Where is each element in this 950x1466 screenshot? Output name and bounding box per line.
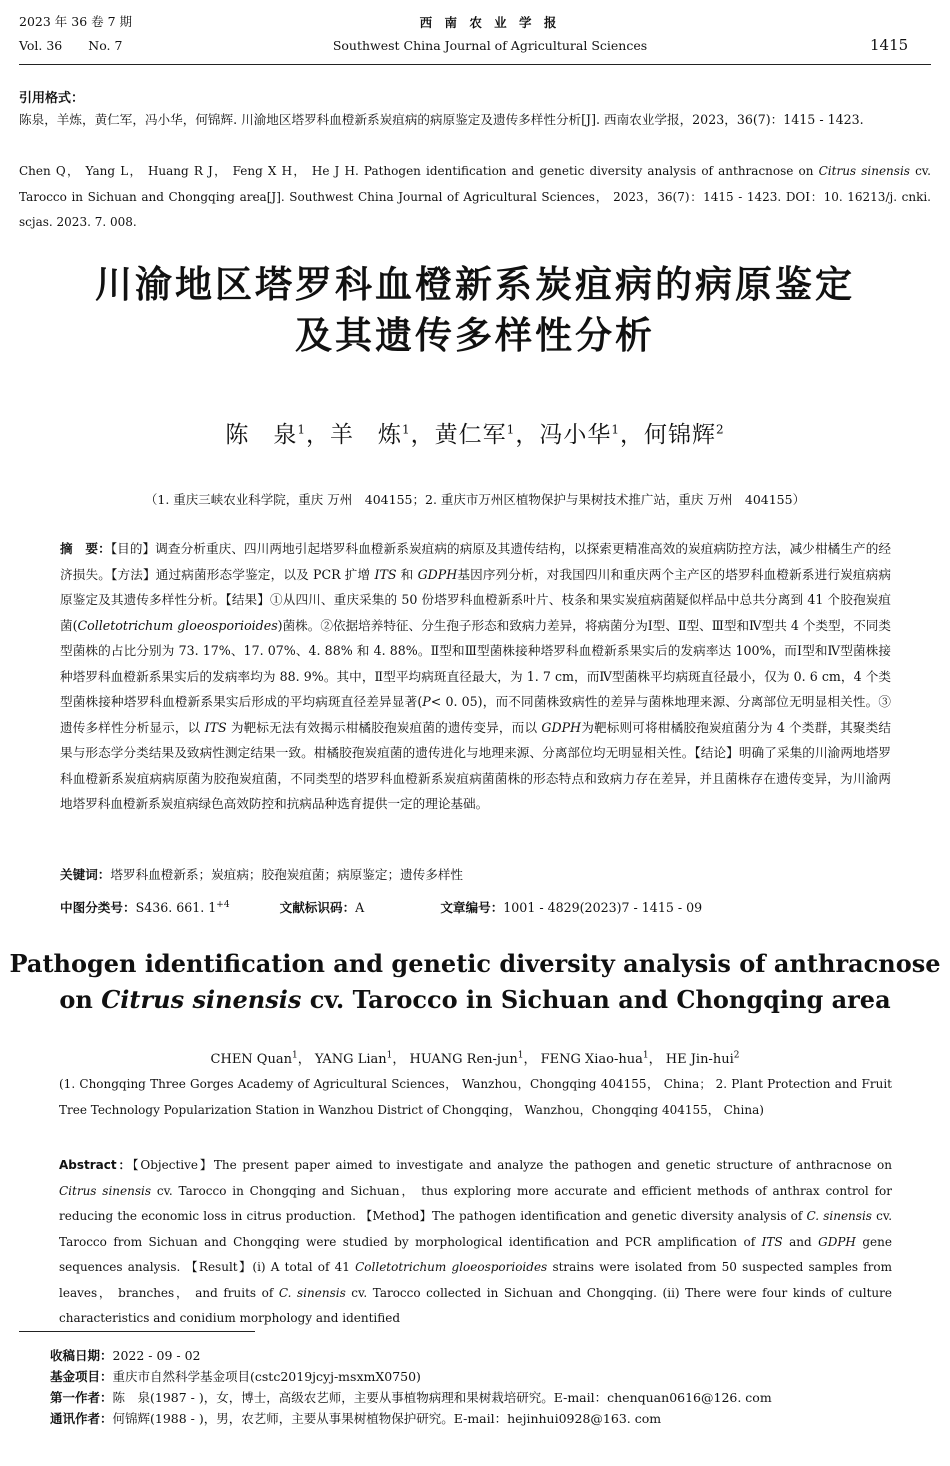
header-journal-zh: 西 南 农 业 学 报 xyxy=(419,15,561,30)
clc-value: S436. 661. 1 xyxy=(135,900,217,916)
header-year-vol-zh: 2023 年 36 卷 7 期 xyxy=(19,14,133,29)
clc-sup: +4 xyxy=(216,900,230,910)
citation-label: 引用格式： xyxy=(19,91,85,106)
article-no-value: 1001 - 4829(2023)7 - 1415 - 09 xyxy=(503,900,703,916)
citation-en-part1: Chen Q， Yang L， Huang R J， Feng X H， He J H. Pathogen identification and genetic diversity analysis of anthracnose on xyxy=(19,164,814,178)
article-no-label: 文章编号： xyxy=(440,900,504,916)
title-zh-line1: 川渝地区塔罗科血橙新系炭疽病的病原鉴定 xyxy=(95,263,855,306)
title-en-line2: on Citrus sinensis cv. Tarocco in Sichuan and Chongqing area xyxy=(59,985,891,1014)
footnote-received: 收稿日期：2022 - 09 - 02 xyxy=(50,1348,201,1363)
author-en: FENG Xiao-hua$^1$ xyxy=(540,1050,649,1067)
footnote-corresponding-author: 通讯作者：何锦辉(1988 - )，男，农艺师，主要从事果树植物保护研究。E-mail：hejinhui0928@163. com xyxy=(50,1411,662,1426)
footnote-rule xyxy=(19,1331,255,1332)
author-en: CHEN Quan$^1$ xyxy=(210,1050,298,1067)
authors-en: CHEN Quan$^1$， YANG Lian$^1$， HUANG Ren-jun$^1$， FENG Xiao-hua$^1$， HE Jin-hui$^2$ xyxy=(210,1050,740,1067)
author-zh: 黄仁军$^1$ xyxy=(434,422,516,448)
header-vol: Vol. 36 xyxy=(19,38,63,53)
author-en: HE Jin-hui$^2$ xyxy=(665,1050,740,1067)
author-zh: 陈 泉$^1$ xyxy=(225,422,307,448)
affiliation-zh: （1. 重庆三峡农业科学院，重庆 万州 404155；2. 重庆市万州区植物保护与果树技术推广站，重庆 万州 404155） xyxy=(144,492,806,507)
author-zh: 何锦辉$^2$ xyxy=(643,422,725,448)
citation-en-part2: cv. Tarocco in Sichuan and Chongqing area[J]. Southwest China Journal of Agricultural Sciences， 2023，36(7)：1415 - 1423. DOI：10. 16213/j. cnki. scjas. 2023. 7. 008. xyxy=(19,164,931,229)
keywords-zh xyxy=(60,862,891,888)
header-rule xyxy=(19,64,931,65)
doc-code-label: 文献标识码： xyxy=(279,900,356,916)
abstract-en-label: Abstract： xyxy=(59,1158,133,1172)
abstract-zh-label: 摘 要： xyxy=(60,541,111,556)
footnote-first-author: 第一作者：陈 泉(1987 - )，女，博士，高级农艺师，主要从事植物病理和果树栽培研究。E-mail：chenquan0616@126. com xyxy=(50,1390,772,1405)
author-zh: 羊 炼$^1$ xyxy=(330,422,411,448)
header-no: No. 7 xyxy=(88,38,123,53)
author-zh: 冯小华$^1$ xyxy=(539,422,620,448)
affiliation-en: (1. Chongqing Three Gorges Academy of Agricultural Sciences， Wanzhou，Chongqing 404155， China； 2. Plant Protection and Fruit Tree Technology Popularization Station in Wanzhou District of Chongqing， Wanzhou，Chongqing 404155， China) xyxy=(59,1077,892,1117)
doc-code-value: A xyxy=(355,900,365,916)
footnotes xyxy=(50,1345,910,1429)
title-en-line1: Pathogen identification and genetic diversity analysis of anthracnose xyxy=(9,949,941,978)
clc-label: 中图分类号： xyxy=(60,900,136,916)
header-journal-en: Southwest China Journal of Agricultural Sciences xyxy=(332,38,648,53)
header-page-number: 1415 xyxy=(870,36,909,54)
abstract-zh: 摘 要：【目的】调查分析重庆、四川两地引起塔罗科血橙新系炭疽病的病原及其遗传结构，以探索更精准高效的炭疽病防控方法，减少柑橘生产的经济损失。【方法】通过病菌形态学鉴定，以及 PCR 扩增 ITS 和 GDPH基因序列分析，对我国四川和重庆两个主产区的塔罗科血橙新系进行炭疽病病原鉴定及其遗传多样性分析。【结果】①从四川、重庆采集的 50 份塔罗科血橙新系叶片、枝条和果实炭疽病菌疑似样品中总共分离到 41 个胶孢炭疽菌(Colletotrichum gloeosporioides)菌株。②依据培养特征、分生孢子形态和致病力差异，将病菌分为Ⅰ型、Ⅱ型、Ⅲ型和Ⅳ型共 4 个类型，不同类型菌株的占比分别为 73. 17%、17. 07%、4. 88% 和 4. 88%。Ⅱ型和Ⅲ型菌株接种塔罗科血橙新系果实后的发病率达 100%，而Ⅰ型和Ⅳ型菌株接种塔罗科血橙新系果实后的发病率均为 88. 9%。其中，Ⅱ型平均病斑直径最大，为 1. 7 cm，而Ⅳ型菌株平均病斑直径最小，仅为 0. 6 cm，4 个类型菌株接种塔罗科血橙新系果实后形成的平均病斑直径差异显著(P< 0. 05)，而不同菌株致病性的差异与菌株地理来源、分离部位无明显相关性。③遗传多样性分析显示，以 ITS 为靶标无法有效揭示柑橘胶孢炭疽菌的遗传变异，而以 GDPH为靶标则可将柑橘胶孢炭疽菌分为 4 个类群，其聚类结果与形态学分类结果及致病性测定结果一致。柑橘胶孢炭疽菌的遗传进化与地理来源、分离部位均无明显相关性。【结论】明确了采集的川渝两地塔罗科血橙新系炭疽病病原菌为胶孢炭疽菌，不同类型的塔罗科血橙新系炭疽病菌菌株的形态特点和致病力存在差异，并且菌株存在遗传变异，为川渝两地塔罗科血橙新系炭疽病绿色高效防控和抗病品种选育提供一定的理论基础。 xyxy=(60,541,892,811)
keywords-label: 关键词： xyxy=(60,867,111,882)
author-en: HUANG Ren-jun$^1$ xyxy=(409,1050,524,1067)
citation-en xyxy=(19,159,931,236)
footnote-fund: 基金项目：重庆市自然科学基金项目(cstc2019jcyj-msxmX0750) xyxy=(50,1369,421,1384)
abstract-en: Abstract：【Objective】The present paper aimed to investigate and analyze the pathogen and genetic structure of anthracnose on Citrus sinensis cv. Tarocco in Chongqing and Sichuan， thus exploring more accurate and efficient methods of anthrax control for reducing the economic loss in citrus production. 【Method】The pathogen identification and genetic diversity analysis of C. sinensis cv. Tarocco from Sichuan and Chongqing were studied by morphological identification and PCR amplification of ITS and GDPH gene sequences analysis. 【Result】(i) A total of 41 Colletotrichum gloeosporioides strains were isolated from 50 suspected samples from leaves， branches， and fruits of C. sinensis cv. Tarocco collected in Sichuan and Chongqing. (ii) There were four kinds of culture characteristics and conidium morphology and identified xyxy=(59,1158,893,1325)
title-zh-line2: 及其遗传多样性分析 xyxy=(295,314,655,357)
citation-en-species: Citrus sinensis xyxy=(818,164,910,178)
keywords-value: 塔罗科血橙新系；炭疽病；胶孢炭疽菌；病原鉴定；遗传多样性 xyxy=(110,867,463,882)
authors-zh: 陈 泉$^1$，羊 炼$^1$，黄仁军$^1$，冯小华$^1$，何锦辉$^2$ xyxy=(225,422,725,448)
title-en-species: Citrus sinensis xyxy=(101,985,302,1014)
classification-row xyxy=(60,893,891,921)
author-en: YANG Lian$^1$ xyxy=(314,1050,393,1067)
citation-zh: 陈泉，羊炼，黄仁军，冯小华，何锦辉. 川渝地区塔罗科血橙新系炭疽病的病原鉴定及遗传多样性分析[J]. 西南农业学报，2023，36(7)：1415 - 1423. xyxy=(19,112,864,127)
